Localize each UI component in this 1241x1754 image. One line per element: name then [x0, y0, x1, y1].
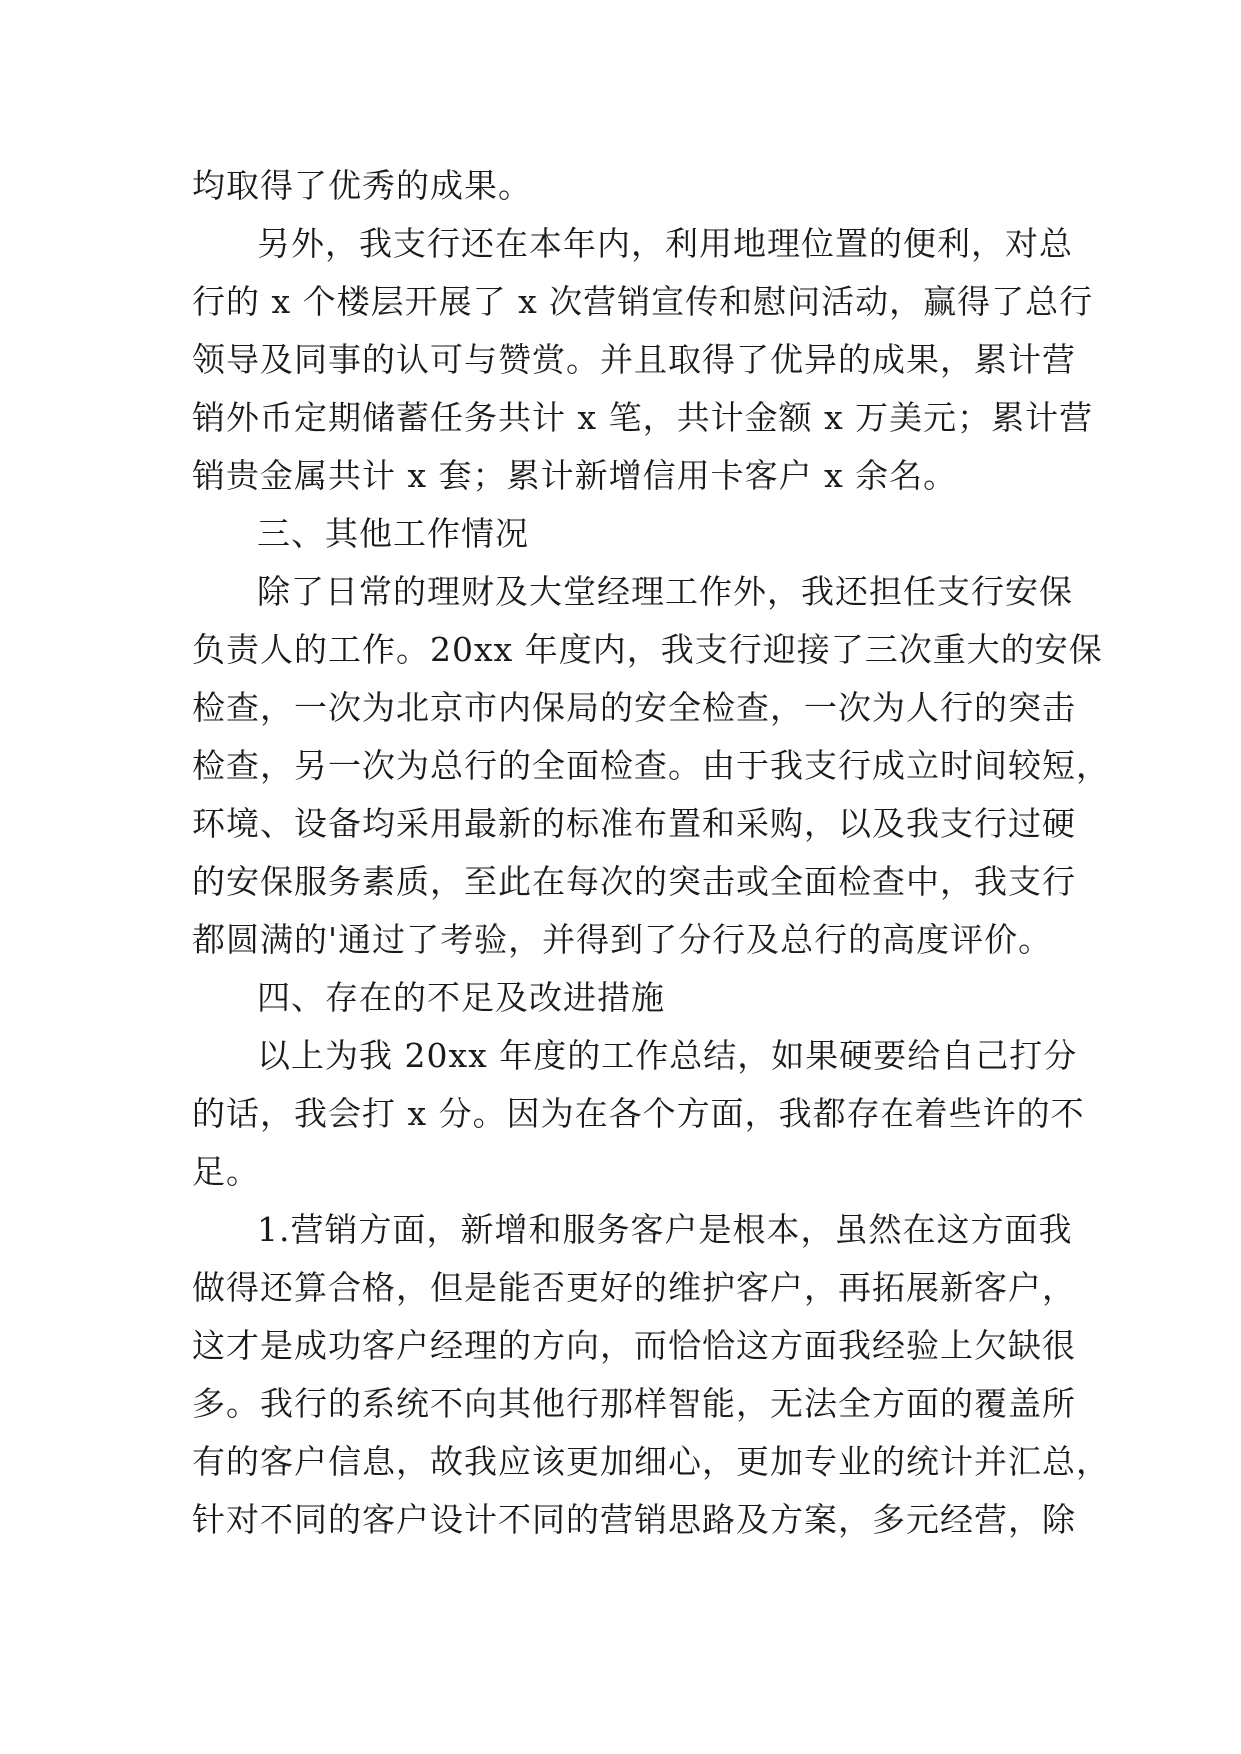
text-line: 做得还算合格，但是能否更好的维护客户，再拓展新客户，	[192, 1268, 1076, 1307]
text-line: 负责人的工作。20xx 年度内，我支行迎接了三次重大的安保	[192, 630, 1103, 669]
text-line: 都圆满的'通过了考验，并得到了分行及总行的高度评价。	[192, 920, 1053, 959]
paragraph-first-line: 1.营销方面，新增和服务客户是根本，虽然在这方面我	[257, 1210, 1073, 1249]
paragraph-first-line: 另外，我支行还在本年内，利用地理位置的便利，对总	[257, 224, 1073, 263]
text-line: 领导及同事的认可与赞赏。并且取得了优异的成果，累计营	[192, 340, 1076, 379]
text-line: 销贵金属共计 x 套；累计新增信用卡客户 x 余名。	[192, 456, 958, 495]
section-heading: 四、存在的不足及改进措施	[257, 978, 665, 1017]
text-line: 这才是成功客户经理的方向，而恰恰这方面我经验上欠缺很	[192, 1326, 1076, 1365]
text-line: 足。	[192, 1152, 260, 1191]
text-line: 针对不同的客户设计不同的营销思路及方案，多元经营，除	[192, 1500, 1076, 1539]
text-line: 的话，我会打 x 分。因为在各个方面，我都存在着些许的不	[192, 1094, 1085, 1133]
text-line: 多。我行的系统不向其他行那样智能，无法全方面的覆盖所	[192, 1384, 1076, 1423]
text-line: 均取得了优秀的成果。	[192, 166, 532, 205]
text-line: 的安保服务素质，至此在每次的突击或全面检查中，我支行	[192, 862, 1076, 901]
text-line: 检查，另一次为总行的全面检查。由于我支行成立时间较短，	[192, 746, 1110, 785]
text-line: 有的客户信息，故我应该更加细心，更加专业的统计并汇总，	[192, 1442, 1110, 1481]
paragraph-first-line: 以上为我 20xx 年度的工作总结，如果硬要给自己打分	[257, 1036, 1078, 1075]
paragraph-first-line: 除了日常的理财及大堂经理工作外，我还担任支行安保	[257, 572, 1073, 611]
text-line: 环境、设备均采用最新的标准布置和采购，以及我支行过硬	[192, 804, 1076, 843]
text-line: 检查，一次为北京市内保局的安全检查，一次为人行的突击	[192, 688, 1076, 727]
text-line: 行的 x 个楼层开展了 x 次营销宣传和慰问活动，赢得了总行	[192, 282, 1094, 321]
text-line: 销外币定期储蓄任务共计 x 笔，共计金额 x 万美元；累计营	[192, 398, 1094, 437]
section-heading: 三、其他工作情况	[257, 514, 529, 553]
